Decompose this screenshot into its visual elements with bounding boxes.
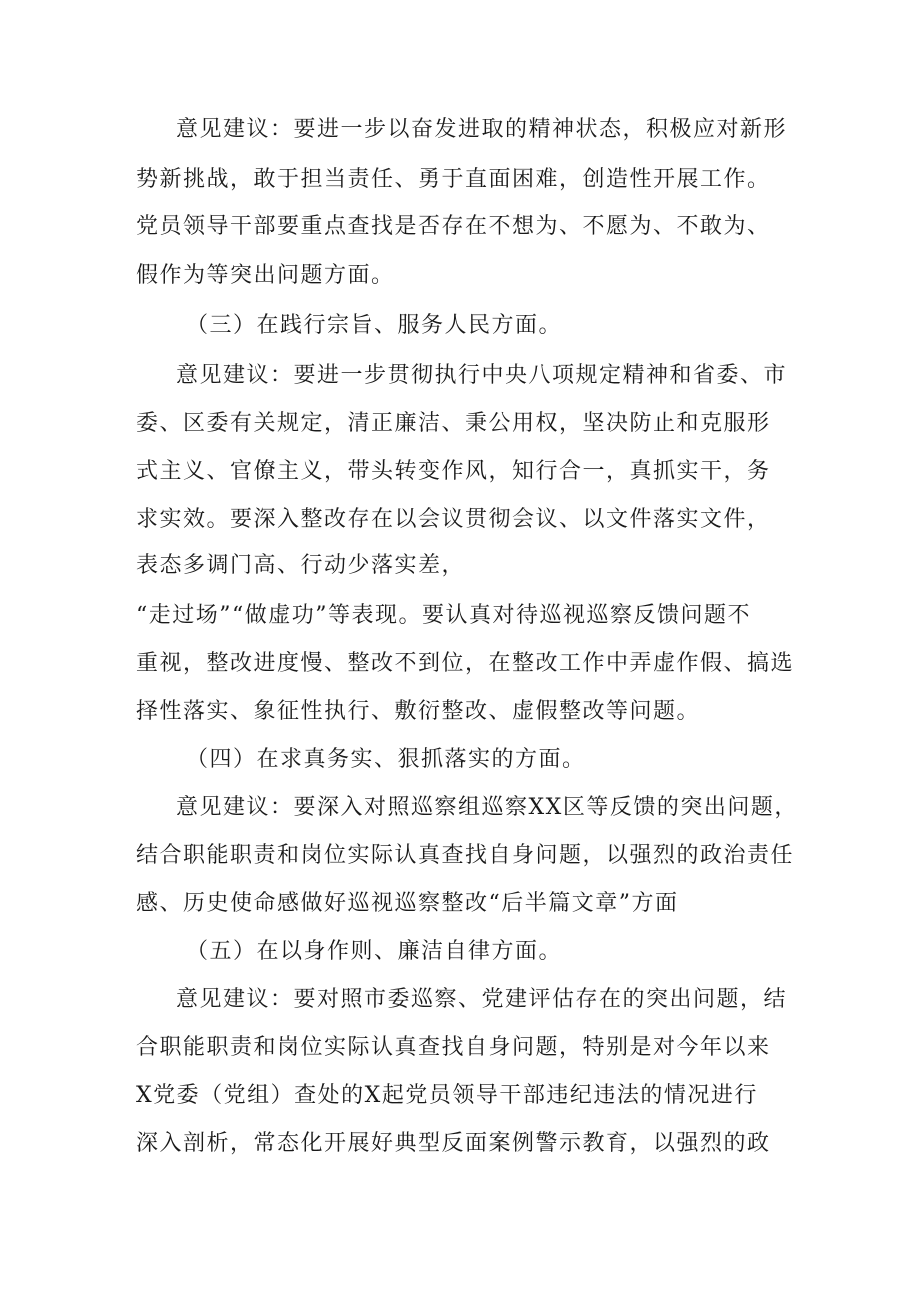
text-line-3: 党员领导干部要重点查找是否存在不想为、不愿为、不敢为、 — [136, 214, 771, 239]
text-line-20: 合职能职责和岗位实际认真查找自身问题，特别是对今年以来 — [136, 1035, 771, 1060]
text-line-1: 意见建议：要进一步以奋发进取的精神状态，积极应对新形 — [176, 117, 788, 142]
text-line-6: 意见建议：要进一步贯彻执行中央八项规定精神和省委、市 — [176, 363, 788, 388]
text-line-9: 求实效。要深入整改存在以会议贯彻会议、以文件落实文件， — [136, 507, 771, 532]
section-heading-3: （三）在践行宗旨、服务人民方面。 — [186, 313, 563, 338]
text-line-13: 择性落实、象征性执行、敷衍整改、虚假整改等问题。 — [136, 699, 701, 724]
text-line-22: 深入剖析，常态化开展好典型反面案例警示教育，以强烈的政 — [136, 1131, 771, 1156]
text-line-2: 势新挑战，敢于担当责任、勇于直面困难，创造性开展工作。 — [136, 167, 771, 192]
text-line-8: 式主义、官僚主义，带头转变作风，知行合一，真抓实干，务 — [136, 459, 771, 484]
text-line-21: X党委（党组）查处的X起党员领导干部违纪违法的情况进行 — [136, 1083, 758, 1108]
text-line-15: 意见建议：要深入对照巡察组巡察XX区等反馈的突出问题， — [176, 795, 798, 820]
section-heading-5: （五）在以身作则、廉洁自律方面。 — [186, 939, 563, 964]
text-line-7: 委、区委有关规定，清正廉洁、秉公用权，坚决防止和克服形 — [136, 411, 771, 436]
section-heading-4: （四）在求真务实、狠抓落实的方面。 — [186, 747, 586, 772]
text-line-16: 结合职能职责和岗位实际认真查找自身问题，以强烈的政治责任 — [136, 843, 795, 868]
text-line-4: 假作为等突出问题方面。 — [136, 263, 395, 288]
text-line-10: 表态多调门高、行动少落实差， — [136, 553, 466, 578]
text-line-11: “走过场”“做虚功”等表现。要认真对待巡视巡察反馈问题不 — [136, 603, 751, 628]
text-line-19: 意见建议：要对照市委巡察、党建评估存在的突出问题，结 — [176, 987, 788, 1012]
text-line-12: 重视，整改进度慢、整改不到位，在整改工作中弄虚作假、搞选 — [136, 651, 795, 676]
text-line-17: 感、历史使命感做好巡视巡察整改“后半篇文章”方面 — [136, 891, 679, 916]
